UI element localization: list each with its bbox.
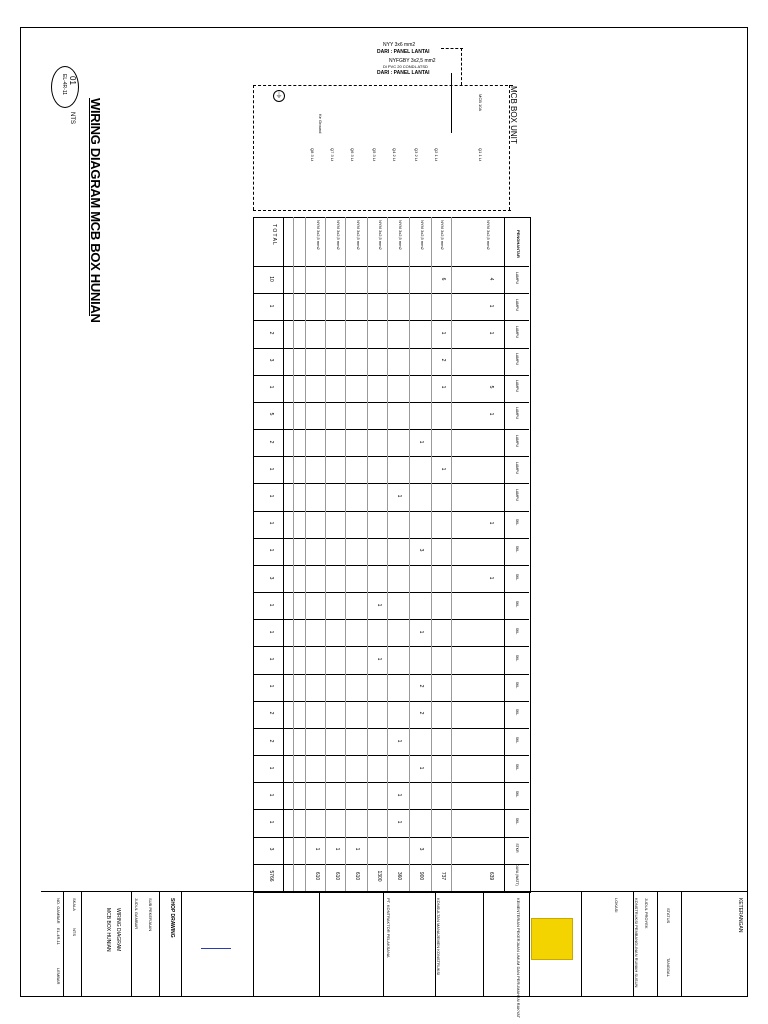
col-header: SKL	[515, 790, 519, 798]
col-header: SKL	[515, 600, 519, 607]
table-col-separator	[253, 592, 529, 593]
col-header: LAMPU	[515, 434, 519, 447]
tb-status: STATUS	[666, 908, 671, 924]
table-col-separator	[253, 728, 529, 729]
table-cell: 1	[440, 467, 446, 471]
col-header: LAMPU	[515, 298, 519, 311]
table-row-separator	[431, 217, 432, 891]
mcb-box-right	[461, 48, 462, 85]
table-cell: 3	[418, 548, 424, 552]
ground-icon: ⏚	[273, 90, 285, 102]
col-header: SKL	[515, 654, 519, 662]
table-col-separator	[253, 755, 529, 756]
circuit-7: Q7 3 Lt	[330, 148, 335, 162]
tb-div-5	[181, 891, 182, 996]
tb-owner: KEMENTERIAN PEKERJAAN UMUM DAN PERUMAHAN RAKYAT	[516, 898, 521, 1019]
tb-skala: SKALA	[72, 898, 77, 911]
cable-row-6: NYM 3x2,5 mm2	[356, 220, 361, 250]
table-col-separator	[253, 674, 529, 675]
tb-tanggal: TANGGAL	[666, 958, 671, 977]
cable-row-4: NYM 3x2,5 mm2	[398, 220, 403, 250]
table-cell: 1	[418, 630, 424, 634]
col-header: STKR	[515, 843, 519, 853]
tb-div-6	[253, 891, 254, 996]
tb-lembar: LEMBAR	[56, 968, 61, 985]
table-cell: 1	[314, 847, 320, 851]
drawing-title: WIRING DIAGRAM MCB BOX HUNIAN	[88, 98, 103, 323]
table-total-divider	[283, 217, 284, 891]
tb-no-gambar-val: EL-4R-11	[56, 928, 61, 945]
tb-sub-pekerjaan: SUB PEKERJAAN	[148, 898, 153, 932]
table-row-separator	[293, 217, 294, 891]
total-cell: 1	[268, 630, 274, 634]
table-cell: 6	[440, 277, 446, 280]
circuit-5: Q5 3 Lt	[372, 148, 377, 162]
table-cell: 1	[440, 385, 446, 389]
drawing-scale: NTS	[69, 112, 75, 124]
table-cell: 3	[418, 847, 424, 851]
table-col-separator	[253, 565, 529, 566]
col-header: LAMPU	[515, 407, 519, 420]
ground-label: Ke Ground	[318, 114, 323, 134]
table-row-separator	[387, 217, 388, 891]
circuit-2: Q2 1 Lt	[434, 148, 439, 162]
table-cell: 5	[488, 385, 494, 389]
total-cell: 3	[268, 358, 274, 362]
cable-row-7: NYM 3x2,5 mm2	[336, 220, 341, 250]
circuit-1: Q1 1 Lt	[478, 148, 483, 162]
col-header: LAMPU	[515, 488, 519, 501]
table-cell: 2	[418, 684, 424, 688]
circuit-4: Q4 2 Lt	[392, 148, 397, 162]
total-cell: 1	[268, 494, 274, 498]
total-cell: 1	[268, 766, 274, 770]
table-col-separator	[253, 293, 529, 294]
cable-row-8: NYM 3x2,5 mm2	[316, 220, 321, 250]
table-row-separator	[367, 217, 368, 891]
table-col-separator	[253, 809, 529, 810]
table-cell: 1	[396, 739, 402, 742]
source-cable-2-detail: Di PVC 20 CONDL ATSD	[383, 64, 428, 69]
table-cell: 639	[488, 872, 494, 881]
table-cell: 1	[396, 793, 402, 797]
col-header: SKL	[515, 763, 519, 771]
table-cell: 1	[334, 847, 340, 851]
col-header: LAMPU	[515, 353, 519, 366]
col-header: SKL	[515, 817, 519, 825]
tb-kontraktor: PT. KONTRAKTOR PELAKSANA	[386, 898, 391, 958]
table-row-separator	[325, 217, 326, 891]
load-table	[253, 217, 531, 893]
mcb-box-top-right	[441, 48, 463, 49]
table-cell: 1	[354, 847, 360, 851]
detail-ref: EL-4R-11	[61, 74, 67, 96]
col-header: SKL	[515, 518, 519, 526]
tb-judul-proyek: JUDUL PROYEK	[644, 898, 649, 929]
table-col-separator	[253, 619, 529, 620]
table-col-separator	[253, 266, 529, 267]
table-cell: 1	[396, 820, 402, 824]
tb-drawing-title-2: MCB BOX HUNIAN	[105, 908, 111, 952]
col-header: SKL	[515, 681, 519, 689]
table-cell: 610	[334, 872, 340, 881]
total-cell: 1	[268, 521, 274, 525]
table-col-separator	[253, 837, 529, 838]
tb-signature	[201, 928, 231, 949]
table-cell: 1	[440, 331, 446, 335]
col-header: LAMPU	[515, 271, 519, 284]
circuit-8: Q8 3 Lt	[310, 148, 315, 162]
table-col-separator	[253, 429, 529, 430]
table-col-separator	[253, 701, 529, 702]
table-col-separator	[253, 456, 529, 457]
total-cell: 1	[268, 793, 274, 797]
tb-div-7	[319, 891, 320, 996]
total-cell: 3	[268, 847, 274, 851]
table-col-separator	[253, 782, 529, 783]
cable-row-3: NYM 3x2,5 mm2	[420, 220, 425, 250]
total-cell: 1	[268, 385, 274, 389]
table-col-separator	[253, 320, 529, 321]
col-header: LAMPU	[515, 461, 519, 474]
table-cell: 1300	[376, 870, 382, 882]
total-cell: 2	[268, 711, 274, 715]
total-cell: 2	[268, 440, 274, 444]
mcb-box-top	[253, 85, 513, 86]
table-cell: 1	[418, 440, 424, 444]
table-row-separator	[305, 217, 306, 891]
total-cell: 1	[268, 304, 274, 308]
table-cell: 737	[440, 872, 446, 881]
circuit-6: Q6 3 Lt	[350, 148, 355, 162]
total-cell: 1	[268, 467, 274, 471]
table-row-separator	[451, 217, 452, 891]
total-cell: 2	[268, 739, 274, 742]
tb-project-name: KONSTRUKSI PEMBANGUNAN RUMAH SUSUN	[634, 898, 639, 988]
col-header: LAMPU	[515, 325, 519, 338]
table-cell: 900	[418, 872, 424, 881]
tb-div-2	[81, 891, 82, 996]
table-cell: 1	[488, 331, 494, 335]
table-col-separator	[253, 538, 529, 539]
table-col-separator	[253, 646, 529, 647]
mcb-box-bottom	[253, 210, 511, 211]
tb-no-gambar: NO. GAMBAR	[56, 898, 61, 924]
table-header-divider	[504, 217, 505, 891]
tb-lokasi: LOKASI	[614, 898, 619, 913]
detail-id: 01	[68, 76, 77, 85]
tb-skala-val: NTS	[72, 928, 77, 936]
total-cell: 10	[268, 275, 274, 282]
tb-drawing-title-1: WIRING DIAGRAM	[115, 908, 121, 952]
cable-row-2: NYM 3x2,5 mm2	[440, 220, 445, 250]
table-cell: 1	[488, 413, 494, 416]
tb-div-10	[483, 891, 484, 996]
title-underline	[89, 98, 90, 316]
tb-div-12	[581, 891, 582, 996]
mcb-box-label: MCB BOX UNIT	[509, 86, 518, 144]
circuit-3: Q3 2 Lt	[414, 148, 419, 162]
total-cell: 3	[268, 576, 274, 579]
table-cell: 1	[488, 304, 494, 308]
tb-judul-gambar: JUDUL GAMBAR	[134, 898, 139, 930]
col-header: SKL	[515, 627, 519, 635]
table-col-separator	[253, 402, 529, 403]
col-header: SKL	[515, 709, 519, 716]
total-cell: 5	[268, 413, 274, 416]
total-label: T O T A L	[271, 224, 277, 245]
tb-div-1	[63, 891, 64, 996]
col-header: SKL	[515, 736, 519, 743]
tb-div-3	[131, 891, 132, 996]
mcb-main: MCB 10A	[478, 94, 483, 112]
tb-konsultan: KONSULTAN MANAJEMEN KONSTRUKSI	[436, 898, 441, 976]
table-col-separator	[253, 483, 529, 484]
table-cell: 1	[488, 576, 494, 579]
cable-row-1: NYM 3x2,5 mm2	[486, 220, 491, 250]
source-cable-1-note: DARI : PANEL LANTAI	[377, 49, 430, 55]
total-cell: 1	[268, 603, 274, 607]
tb-div-4	[159, 891, 160, 996]
col-header: SKL	[515, 546, 519, 553]
tb-keterangan: KETERANGAN	[737, 898, 743, 933]
tb-logo	[531, 918, 573, 960]
table-row-separator	[345, 217, 346, 891]
source-cable-2: NYFGBY 3x2,5 mm2	[389, 58, 436, 64]
table-col-separator	[253, 348, 529, 349]
col-header: SKL	[515, 573, 519, 580]
table-cell: 4	[488, 277, 494, 280]
tb-div-11	[529, 891, 530, 996]
table-col-separator	[253, 511, 529, 512]
table-cell: 610	[314, 872, 320, 881]
table-cell: 360	[396, 872, 402, 881]
drawing-sheet	[20, 27, 748, 1019]
source-cable-1: NYY 3x6 mm2	[383, 42, 416, 48]
bus-line	[451, 73, 452, 133]
total-cell: 1	[268, 548, 274, 552]
table-col-separator	[253, 864, 529, 865]
tb-shop-drawing: SHOP DRAWING	[169, 898, 175, 938]
table-cell: 1	[396, 494, 402, 498]
title-block	[41, 891, 747, 997]
col-header-penghantar: PENGHANTAR	[516, 230, 521, 258]
mcb-box-edge	[253, 85, 254, 210]
table-cell: 2	[418, 711, 424, 715]
table-cell: 1	[488, 521, 494, 525]
tb-div-15	[681, 891, 682, 996]
tb-div-8	[383, 891, 384, 996]
table-row-separator	[409, 217, 410, 891]
total-cell: 2	[268, 331, 274, 335]
total-cell: 1	[268, 684, 274, 688]
col-header: DAYA (WATT)	[515, 864, 519, 887]
tb-div-14	[657, 891, 658, 996]
table-cell: 1	[418, 766, 424, 770]
table-cell: 2	[440, 358, 446, 362]
total-cell: 1	[268, 820, 274, 824]
col-header: LAMPU	[515, 380, 519, 393]
cable-row-5: NYM 3x2,5 mm2	[378, 220, 383, 250]
table-cell: 1	[376, 603, 382, 607]
table-col-separator	[253, 891, 529, 892]
source-cable-2-note: DARI : PANEL LANTAI	[377, 70, 430, 76]
total-cell: 1	[268, 657, 274, 661]
table-col-separator	[253, 375, 529, 376]
table-cell: 610	[354, 872, 360, 881]
table-cell: 1	[376, 657, 382, 661]
total-cell: 5766	[268, 870, 274, 882]
